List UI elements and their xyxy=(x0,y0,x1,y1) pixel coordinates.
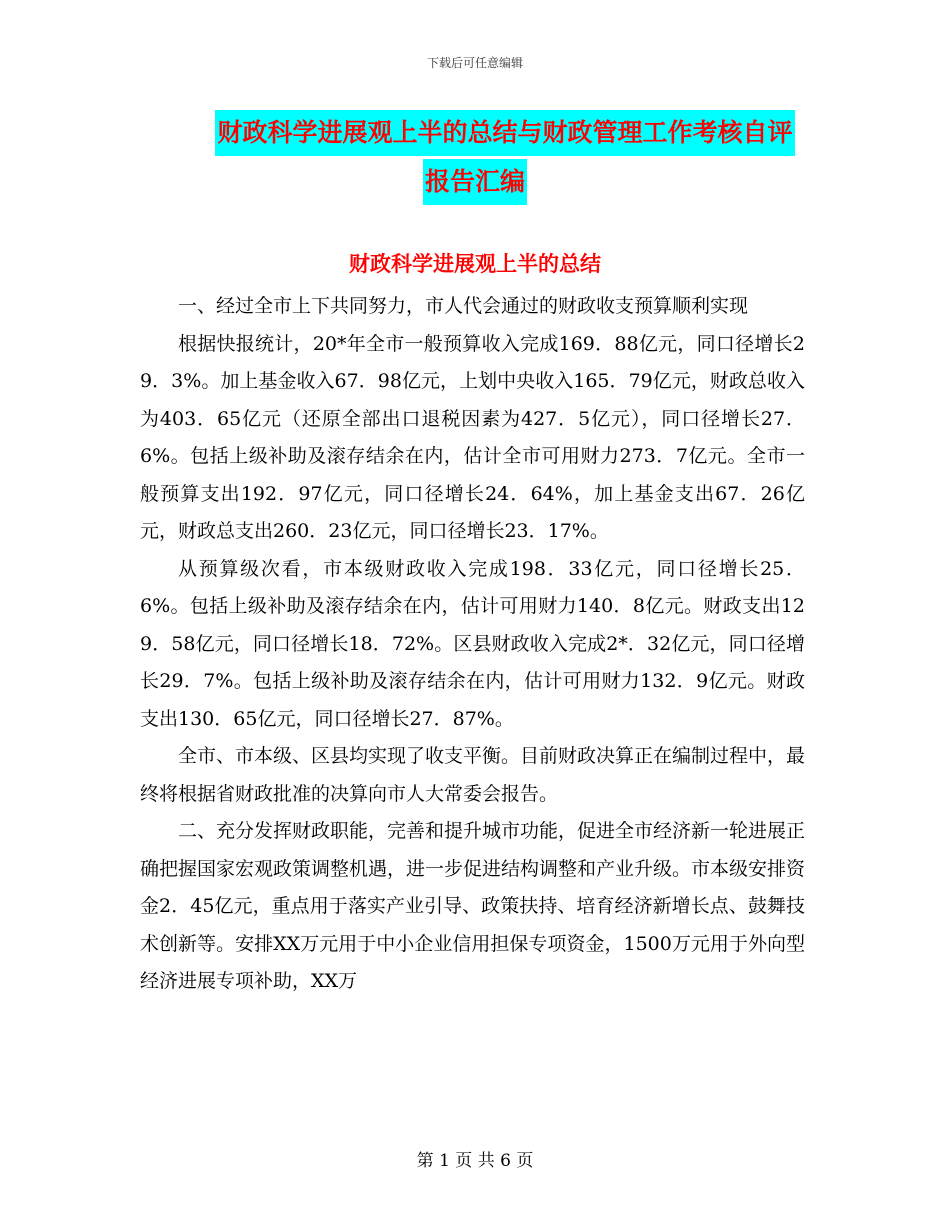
document-title-line-2: 报告汇编 xyxy=(423,159,527,205)
paragraph-heading-1: 一、经过全市上下共同努力，市人代会通过的财政收支预算顺利实现 xyxy=(178,295,749,317)
paragraph-heading-2: 二、充分发挥财政职能，完善和提升城市功能，促进全市经济新一轮进展正确把握国家宏观政策调整机遇，进一步促进结构调整和产业升级。市本级安排资金2．45亿元，重点用于落实产业引导、政策扶持、培育经济新增长点、鼓舞技术创新等。安排XX万元用于中小企业信用担保专项资金，1500万元用于外向型经济进展专项补助，XX万 xyxy=(140,820,806,992)
paragraph: 根据快报统计，20*年全市一般预算收入完成169．88亿元，同口径增长29．3%。加上基金收入67．98亿元，上划中央收入165．79亿元，财政总收入为403．65亿元（还原全部出口退税因素为427．5亿元），同口径增长27．6%。包括上级补助及滚存结余在内，估计全市可用财力273．7亿元。全市一般预算支出192．97亿元，同口径增长24．64%，加上基金支出67．26亿元，财政总支出260．23亿元，同口径增长23．17%。 xyxy=(140,332,805,542)
paragraph: 从预算级次看，市本级财政收入完成198．33亿元，同口径增长25．6%。包括上级补助及滚存结余在内，估计可用财力140．8亿元。财政支出129．58亿元，同口径增长18．72%。区县财政收入完成2*．32亿元，同口径增长29．7%。包括上级补助及滚存结余在内，估计可用财力132．9亿元。财政支出130．65亿元，同口径增长27．87%。 xyxy=(140,557,805,730)
page-header-note: 下载后可任意编辑 xyxy=(426,56,523,70)
page-number-footer: 第 1 页 共 6 页 xyxy=(416,1151,534,1171)
paragraph: 全市、市本级、区县均实现了收支平衡。目前财政决算正在编制过程中，最终将根据省财政批准的决算向市人大常委会报告。 xyxy=(140,745,806,805)
document-title xyxy=(140,110,810,208)
document-title-line-1: 财政科学进展观上半的总结与财政管理工作考核自评 xyxy=(215,110,794,156)
document-body xyxy=(140,288,805,1001)
section-title: 财政科学进展观上半的总结 xyxy=(349,251,601,276)
